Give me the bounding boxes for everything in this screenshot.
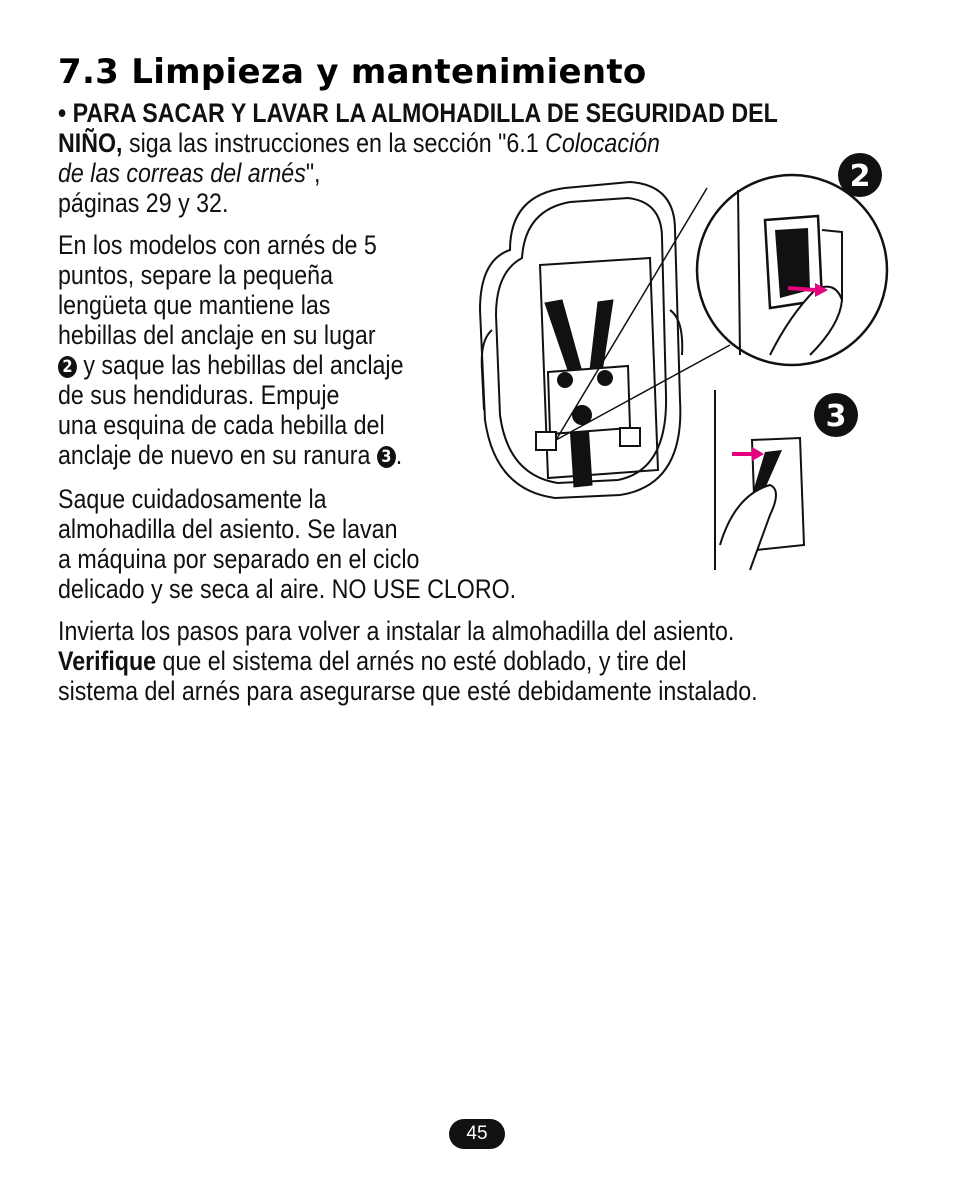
para3-line-1: Invierta los pasos para volver a instalar la almohadilla del asiento.: [58, 616, 735, 646]
para2-line: a máquina por separado en el ciclo: [58, 544, 420, 574]
para1-line8-end: .: [395, 440, 403, 470]
para1-line5-text: y saque las hebillas del anclaje: [76, 350, 404, 380]
para1-line: de sus hendiduras. Empuje: [58, 380, 340, 410]
para2-line: almohadilla del asiento. Se lavan: [58, 514, 398, 544]
step-3-label: 3: [825, 399, 847, 434]
step-2-label: 2: [849, 159, 871, 194]
para3-line2-text: que el sistema del arnés no esté doblado, y tire del: [156, 646, 687, 676]
step-2-badge: [838, 153, 882, 197]
bullet-bold-lead: PARA SACAR Y LAVAR LA ALMOHADILLA DE SEGURIDAD DEL: [72, 98, 778, 128]
bullet-line-3: [58, 158, 321, 188]
para2-line: Saque cuidadosamente la: [58, 484, 327, 514]
bullet-text-1: siga las instrucciones en la sección "6.1: [122, 128, 546, 158]
para1-line: una esquina de cada hebilla del: [58, 410, 385, 440]
para2-line: delicado y se seca al aire. NO USE CLORO.: [58, 574, 517, 604]
para1-line: En los modelos con arnés de 5: [58, 230, 377, 260]
step-3-detail: [715, 390, 804, 570]
bullet-symbol: •: [58, 98, 67, 128]
car-seat-illustration: [470, 140, 890, 580]
step-2-detail: [697, 175, 887, 365]
para1-line: [58, 350, 404, 380]
para1-line: hebillas del anclaje en su lugar: [58, 320, 376, 350]
step-2-ref-icon: 2: [58, 356, 77, 378]
para1-line: puntos, separe la pequeña: [58, 260, 333, 290]
para3-line-3: sistema del arnés para asegurarse que esté debidamente instalado.: [58, 676, 758, 706]
para1-line: lengüeta que mantiene las: [58, 290, 331, 320]
bullet-bold-lead-2: NIÑO,: [58, 128, 123, 158]
verify-word: Verifique: [58, 646, 157, 676]
bullet-italic-2: de las correas del arnés: [58, 158, 306, 188]
step-3-ref-icon: 3: [377, 446, 396, 468]
bullet-italic-1: Colocación: [545, 128, 660, 158]
para1-line: [58, 440, 402, 470]
step-3-badge: [814, 393, 858, 437]
bullet-line-1: [58, 98, 778, 128]
page-number: 45: [449, 1119, 505, 1149]
bullet-text-2: ",: [305, 158, 321, 188]
bullet-line-4: páginas 29 y 32.: [58, 188, 229, 218]
para3-line-2: [58, 646, 687, 676]
section-title: 7.3 Limpieza y mantenimiento: [58, 52, 647, 92]
harness-plate: [548, 366, 630, 434]
para1-line8-text: anclaje de nuevo en su ranura: [58, 440, 377, 470]
